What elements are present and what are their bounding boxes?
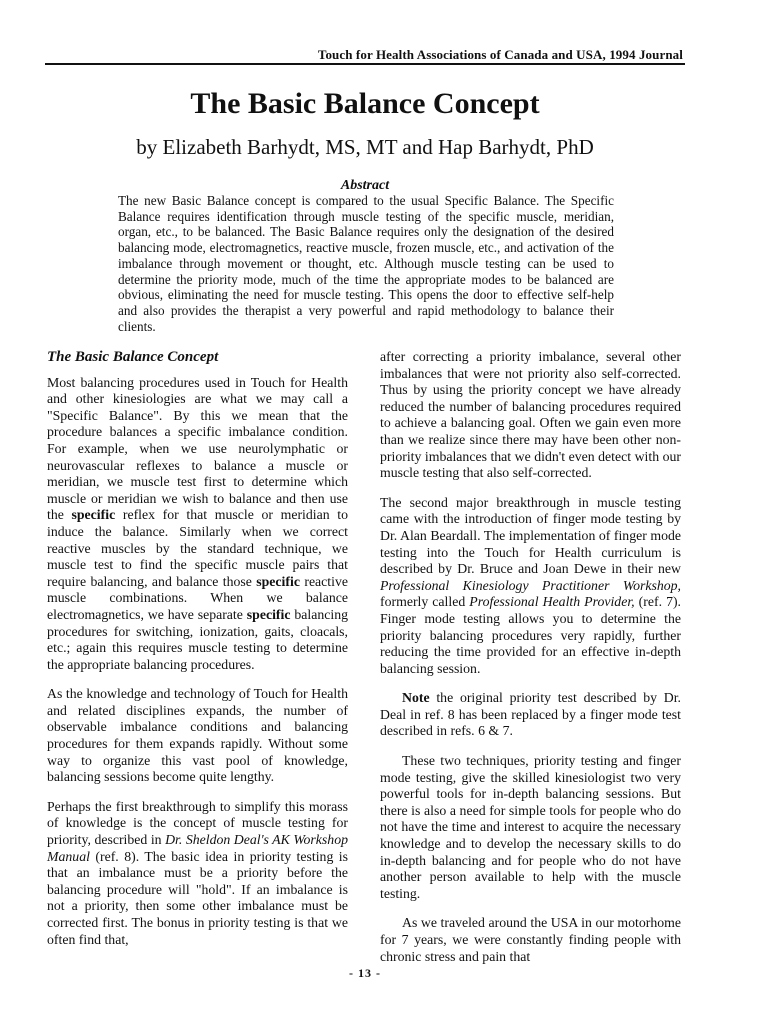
- left-column: [47, 346, 348, 961]
- text-span: the original priority test described by Dr. Deal in ref. 8 has been replaced by a finger mode test described in refs. 6 & 7.: [380, 690, 681, 739]
- byline: by Elizabeth Barhydt, MS, MT and Hap Barhydt, PhD: [136, 135, 594, 159]
- page-number: - 13 -: [349, 966, 381, 980]
- header-rule: [45, 63, 685, 65]
- text-span: (ref. 8). The basic idea in priority testing is that an imbalance must be a priority before the balancing procedure will "hold". If an imbalance is not a priority, then some other imbalance must be corrected first. The bonus in priority testing is that we often find that,: [47, 848, 349, 947]
- paragraph: As the knowledge and technology of Touch for Health and related disciplines expands, the number of observable imbalance conditions and balancing procedures for them expands rapidly. Without some way to organize this vast pool of knowledge, balancing sessions become quite lengthy.: [47, 686, 348, 785]
- text-span: (ref. 7). Finger mode testing allows you to determine the priority balancing procedures very rapidly, further reducing the time provided for an effective in-depth balancing session.: [380, 594, 682, 676]
- text-span: balancing procedures for switching, ionization, gaits, cloacals, etc.; again this requires muscle testing to determine the appropriate balancing procedures.: [47, 606, 348, 672]
- paragraph: These two techniques, priority testing and finger mode testing, give the skilled kinesiologist two very powerful tools for in-depth balancing sessions. But there is also a need for simple tools for people who do not have the time and interest to acquire the necessary knowledge and to develop the necessary skills to do in-depth balancing and for people who do not have another person available to help with the muscle testing.: [380, 753, 681, 901]
- text-span: reactive muscle combinations. When we balance electromagnetics, we have separate: [47, 573, 348, 622]
- text-span: Perhaps the first breakthrough to simplify this morass of knowledge is the concept of muscle testing for priority, described in: [47, 798, 348, 848]
- journal-header: Touch for Health Associations of Canada and USA, 1994 Journal: [317, 47, 683, 62]
- emphasis-italic: Professional Health Provider,: [469, 594, 635, 610]
- paragraph: [380, 495, 681, 678]
- text-span: formerly called: [380, 594, 466, 610]
- paragraph: [47, 375, 348, 674]
- emphasis-italic: Dr. Sheldon Deal's AK Workshop Manual: [47, 832, 348, 864]
- paragraph: after correcting a priority imbalance, several other imbalances that were not priority also self-corrected. Thus by using the priority concept we have already reduced the number of balancing procedures required to achieve a balancing goal. Often we gain even more than we realize since there may have been other non-priority imbalances that we didn't even detect with our muscle testing that also self-corrected.: [380, 349, 681, 481]
- abstract-text: The new Basic Balance concept is compared to the usual Specific Balance. The Specific Balance requires identification through muscle testing of the specific muscle, meridian, organ, etc., to be balanced. The Basic Balance requires only the designation of the desired balancing mode, electromagnetics, reactive muscle, frozen muscle, etc., and activation of the imbalance through movement or thought, etc. Although muscle testing can be used to determine the priority mode, much of the time the appropriate modes to be balanced are obvious, eliminating the need for muscle testing. This opens the door to effective self-help and also provides the therapist a very powerful and rapid methodology to balance their clients.: [118, 193, 614, 334]
- emphasis-bold: Note: [402, 690, 430, 706]
- emphasis-bold: specific: [71, 507, 116, 523]
- paragraph: [380, 690, 681, 740]
- text-span: The second major breakthrough in muscle testing came with the introduction of finger mode testing by Dr. Alan Beardall. The implementation of finger mode testing into the Touch for Health curriculum is described by Dr. Bruce and Joan Dewe in their new: [380, 494, 681, 577]
- text-span: Most balancing procedures used in Touch for Health and other kinesiologies are what we may call a "Specific Balance". By this we mean that the procedure balances a specific imbalance condition. For example, when we use neurolymphatic or neurovascular reflexes to balance a muscle or meridian, we muscle test first to determine which muscle or meridian we wish to balance and then use the: [47, 374, 348, 523]
- emphasis-bold: specific: [246, 606, 291, 622]
- section-heading: The Basic Balance Concept: [47, 349, 219, 365]
- paragraph: As we traveled around the USA in our motorhome for 7 years, we were constantly finding people with chronic stress and pain that: [380, 915, 681, 964]
- page-title: The Basic Balance Concept: [190, 87, 540, 120]
- right-column: [380, 349, 681, 978]
- emphasis-italic: Professional Kinesiology Practitioner Workshop,: [380, 577, 681, 593]
- abstract-heading: Abstract: [340, 178, 390, 193]
- text-span: reflex for that muscle or meridian to induce the balance. Similarly when we correct reactive muscles by the standard technique, we muscle test to find the specific muscle pairs that require balancing, and balance those: [47, 507, 349, 589]
- paragraph: [47, 799, 348, 948]
- emphasis-bold: specific: [256, 573, 300, 589]
